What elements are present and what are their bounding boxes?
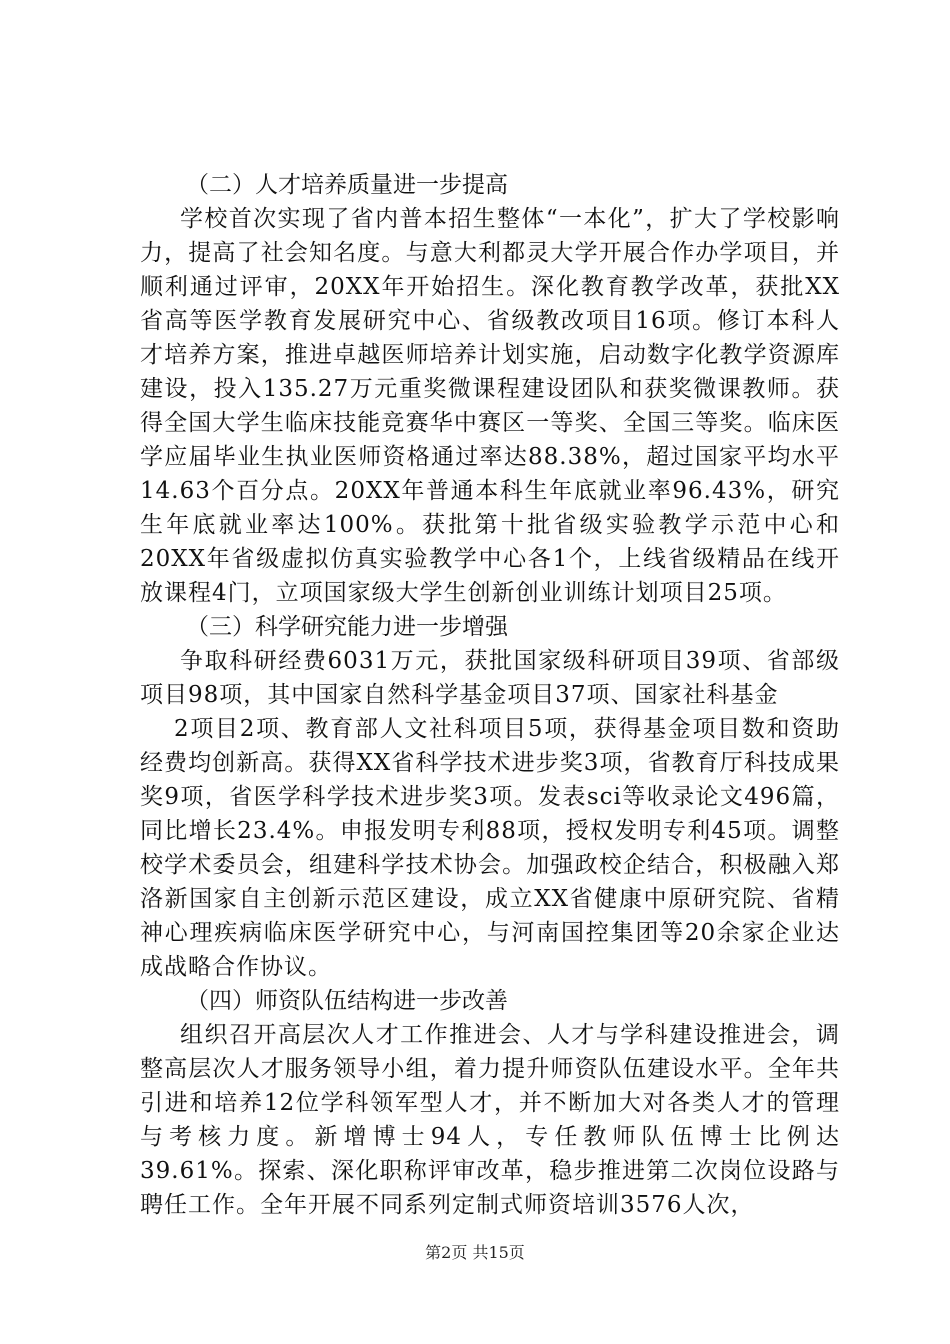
document-body — [140, 168, 840, 1222]
section-heading-research: （三）科学研究能力进一步增强 — [186, 614, 508, 640]
paragraph-research-2: 2项目2项、教育部人文社科项目5项，获得基金项目数和资助经费均创新高。获得XX省科学技术进步奖3项，省教育厅科技成果奖9项，省医学科学技术进步奖3项。发表sci等收录论文496篇，同比增长23.4%。申报发明专利88项，授权发明专利45项。调整校学术委员会，组建科学技术协会。加强政校企结合，积极融入郑洛新国家自主创新示范区建设，成立XX省健康中原研究院、省精神心理疾病临床医学研究中心，与河南国控集团等20余家企业达成战略合作协议。 — [140, 716, 840, 980]
page-footer: 第2页 共15页 — [425, 1243, 525, 1262]
paragraph-research-1: 争取科研经费6031万元，获批国家级科研项目39项、省部级项目98项，其中国家自然科学基金项目37项、国家社科基金 — [140, 648, 840, 708]
paragraph-training: 学校首次实现了省内普本招生整体“一本化”，扩大了学校影响力，提高了社会知名度。与意大利都灵大学开展合作办学项目，并顺利通过评审，20XX年开始招生。深化教育教学改革，获批XX省高等医学教育发展研究中心、省级教改项目16项。修订本科人才培养方案，推进卓越医师培养计划实施，启动数字化教学资源库建设，投入135.27万元重奖微课程建设团队和获奖微课教师。获得全国大学生临床技能竞赛华中赛区一等奖、全国三等奖。临床医学应届毕业生执业医师资格通过率达88.38%，超过国家平均水平14.63个百分点。20XX年普通本科生年底就业率96.43%，研究生年底就业率达100%。获批第十批省级实验教学示范中心和20XX年省级虚拟仿真实验教学中心各1个，上线省级精品在线开放课程4门，立项国家级大学生创新创业训练计划项目25项。 — [140, 206, 840, 606]
section-heading-training: （二）人才培养质量进一步提高 — [186, 172, 508, 198]
paragraph-faculty: 组织召开高层次人才工作推进会、人才与学科建设推进会，调整高层次人才服务领导小组，着力提升师资队伍建设水平。全年共引进和培养12位学科领军型人才，并不断加大对各类人才的管理与考核力度。新增博士94人，专任教师队伍博士比例达39.61%。探索、深化职称评审改革，稳步推进第二次岗位设路与聘任工作。全年开展不同系列定制式师资培训3576人次， — [140, 1022, 840, 1218]
section-heading-faculty: （四）师资队伍结构进一步改善 — [186, 988, 508, 1014]
